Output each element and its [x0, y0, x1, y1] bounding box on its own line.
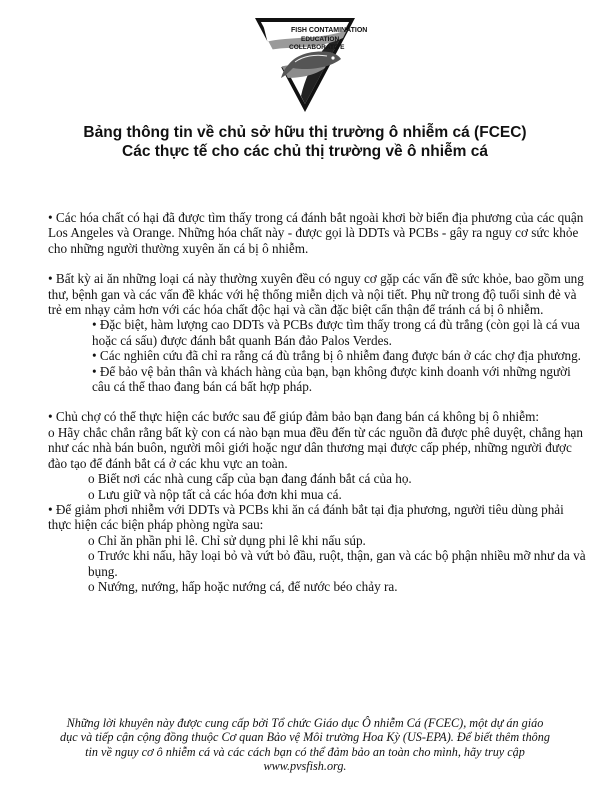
page-subtitle: Các thực tế cho các chủ thị trường về ô nhiễm cá [122, 143, 488, 160]
fact-sheet-body [48, 210, 588, 594]
precaution-cooking: o Nướng, nướng, hấp hoặc nướng cá, để nước béo chảy ra. [88, 578, 398, 594]
sub-bullet-protect: • Để bảo vệ bản thân và khách hàng của bạn, bạn không được kinh doanh với những người câu cá thể thao đang bán cá bất hợp pháp. [92, 363, 571, 395]
fish-triangle-logo-icon [251, 16, 368, 114]
logo-text-line1: FISH CONTAMINATION [291, 27, 368, 34]
logo-text-line2: EDUCATION [301, 36, 340, 43]
footer-note: Những lời khuyên này được cung cấp bởi Tổ chức Giáo dục Ô nhiễm Cá (FCEC), một dự án giáo dục và tiếp cận cộng đồng thuộc Cơ quan Bảo vệ Môi trường Hoa Kỳ (US-EPA). Để biết thêm thông tin về nguy cơ ô nhiễm cá và các cách bạn có thể đảm bảo an toàn cho mình, hãy truy cập www.pvsfish.org. [60, 716, 550, 774]
paragraph-market-steps: • Chủ chợ có thể thực hiện các bước sau để giúp đảm bảo bạn đang bán cá không bị ô nhiễm: [48, 409, 539, 425]
sub-bullet-white-croaker: • Đặc biệt, hàm lượng cao DDTs và PCBs được tìm thấy trong cá đù trắng (còn gọi là cá vua hoặc cá sấu) được đánh bắt quanh Bán đảo Palos Verdes. [92, 317, 580, 348]
paragraph-chemicals: • Các hóa chất có hại đã được tìm thấy trong cá đánh bắt ngoài khơi bờ biển địa phương của các quận Los Angeles và Orange. Những hóa chất này - được gọi là DDTs và PCBs - gây ra nguy cơ sức khỏe cho những người thường xuyên ăn cá bị ô nhiễm. [48, 210, 584, 256]
sub-bullet-markets: • Các nghiên cứu đã chỉ ra rằng cá đù trắng bị ô nhiễm đang được bán ở các chợ địa phương. [92, 348, 581, 364]
step-approved-sources: o Hãy chắc chắn rằng bất kỳ con cá nào bạn mua đều đến từ các nguồn đã được phê duyệt, chẳng hạn như các nhà bán buôn, người môi giới hoặc ngư dân thương mại được cấp phép, những người được đào tạo để đánh bắt cá ở các khu vực an toàn. [48, 424, 584, 471]
paragraph-consumer-precautions: • Để giảm phơi nhiễm với DDTs và PCBs khi ăn cá đánh bắt tại địa phương, người tiêu dùng phải thực hiện các biện pháp phòng ngừa sau: [48, 501, 564, 533]
precaution-fillet: o Chỉ ăn phần phi lê. Chỉ sử dụng phi lê khi nấu súp. [88, 532, 366, 548]
step-know-suppliers: o Biết nơi các nhà cung cấp của bạn đang đánh bắt cá của họ. [88, 471, 412, 487]
fcec-logo [251, 16, 368, 114]
step-keep-invoices: o Lưu giữ và nộp tất cả các hóa đơn khi mua cá. [88, 486, 342, 502]
page-title: Bảng thông tin về chủ sở hữu thị trường ô nhiễm cá (FCEC) [83, 124, 527, 141]
paragraph-health-risks: • Bất kỳ ai ăn những loại cá này thường xuyên đều có nguy cơ gặp các vấn đề sức khỏe, bao gồm ung thư, bệnh gan và các vấn đề khác với hệ thống miễn dịch và nội tiết. Phụ nữ trong độ tuổi sinh đẻ và trẻ em nhạy cảm hơn với các hóa chất độc hại và cần đặc biệt cẩn thận để tránh cá bị ô nhiễm. [48, 271, 584, 318]
precaution-remove-parts: o Trước khi nấu, hãy loại bỏ và vứt bỏ đầu, ruột, thận, gan và các bộ phận nhiều mỡ như da và bụng. [88, 548, 586, 579]
logo-text-line3: COLLABORATIVE [289, 44, 345, 51]
